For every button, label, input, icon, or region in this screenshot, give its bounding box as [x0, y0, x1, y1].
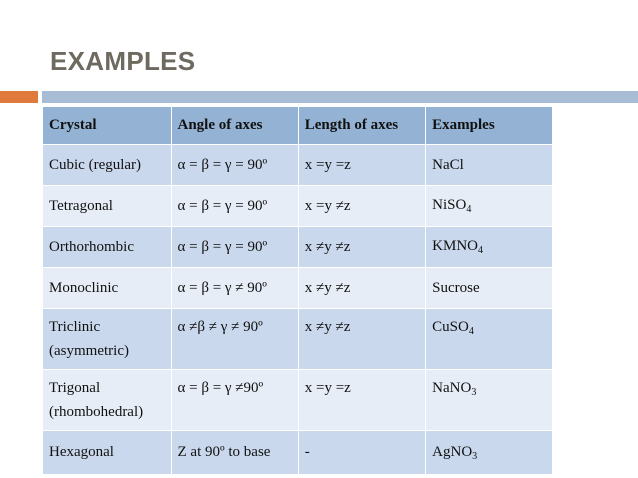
cell-crystal: Orthorhombic: [43, 227, 172, 268]
example-formula: AgNO: [432, 443, 473, 460]
cell-crystal: Tetragonal: [43, 186, 172, 227]
example-formula: CuSO: [432, 319, 469, 335]
cell-crystal: [43, 309, 172, 370]
example-formula: NiSO: [432, 197, 467, 213]
cell-example: [426, 431, 553, 475]
slide-title: EXAMPLES: [50, 46, 196, 76]
header-length-of-axes: Length of axes: [298, 107, 425, 145]
title-accent-bar-orange: [0, 91, 38, 103]
formula-subscript: 4: [478, 245, 483, 256]
formula-subscript: 4: [466, 204, 472, 215]
cell-crystal: Cubic (regular): [43, 145, 172, 186]
formula-subscript: 3: [472, 450, 478, 462]
crystal-systems-table: [42, 106, 553, 475]
title-accent-bar-blue: [42, 91, 638, 103]
cell-angle: Z at 90º to base: [171, 431, 298, 475]
cell-length: x =y =z: [298, 370, 425, 431]
cell-example: [426, 268, 553, 309]
cell-length: x ≠y ≠z: [298, 309, 425, 370]
cell-example: [426, 145, 553, 186]
header-crystal: Crystal: [43, 107, 172, 145]
header-angle-of-axes: Angle of axes: [171, 107, 298, 145]
example-formula: KMNO: [432, 238, 478, 254]
example-formula: Sucrose: [432, 279, 480, 296]
cell-angle: α = β = γ = 90º: [171, 186, 298, 227]
cell-length: x =y =z: [298, 145, 425, 186]
example-formula: NaNO: [432, 380, 472, 396]
table-row: [43, 186, 553, 227]
cell-length: x ≠y ≠z: [298, 268, 425, 309]
cell-example: [426, 227, 553, 268]
table-row: [43, 268, 553, 309]
table-row: [43, 370, 553, 431]
cell-angle: α = β = γ = 90º: [171, 227, 298, 268]
header-examples: Examples: [426, 107, 553, 145]
cell-angle: α = β = γ ≠90º: [171, 370, 298, 431]
cell-length: x ≠y ≠z: [298, 227, 425, 268]
crystal-alt-name: (asymmetric): [49, 343, 129, 359]
table-row: [43, 309, 553, 370]
table-row: [43, 145, 553, 186]
table-header-row: [43, 107, 553, 145]
example-formula: NaCl: [432, 156, 464, 173]
formula-subscript: 4: [468, 326, 474, 337]
cell-crystal: Monoclinic: [43, 268, 172, 309]
cell-example: [426, 309, 553, 370]
cell-example: [426, 186, 553, 227]
cell-angle: α ≠β ≠ γ ≠ 90º: [171, 309, 298, 370]
cell-length: x =y ≠z: [298, 186, 425, 227]
table-row: [43, 431, 553, 475]
crystal-alt-name: (rhombohedral): [49, 404, 144, 420]
cell-crystal: [43, 370, 172, 431]
cell-angle: α = β = γ ≠ 90º: [171, 268, 298, 309]
formula-subscript: 3: [471, 387, 477, 398]
cell-angle: α = β = γ = 90º: [171, 145, 298, 186]
cell-example: [426, 370, 553, 431]
table-row: [43, 227, 553, 268]
cell-crystal: Hexagonal: [43, 431, 172, 475]
cell-length: -: [298, 431, 425, 475]
crystal-name: Trigonal: [49, 380, 101, 396]
crystal-name: Triclinic: [49, 319, 101, 335]
